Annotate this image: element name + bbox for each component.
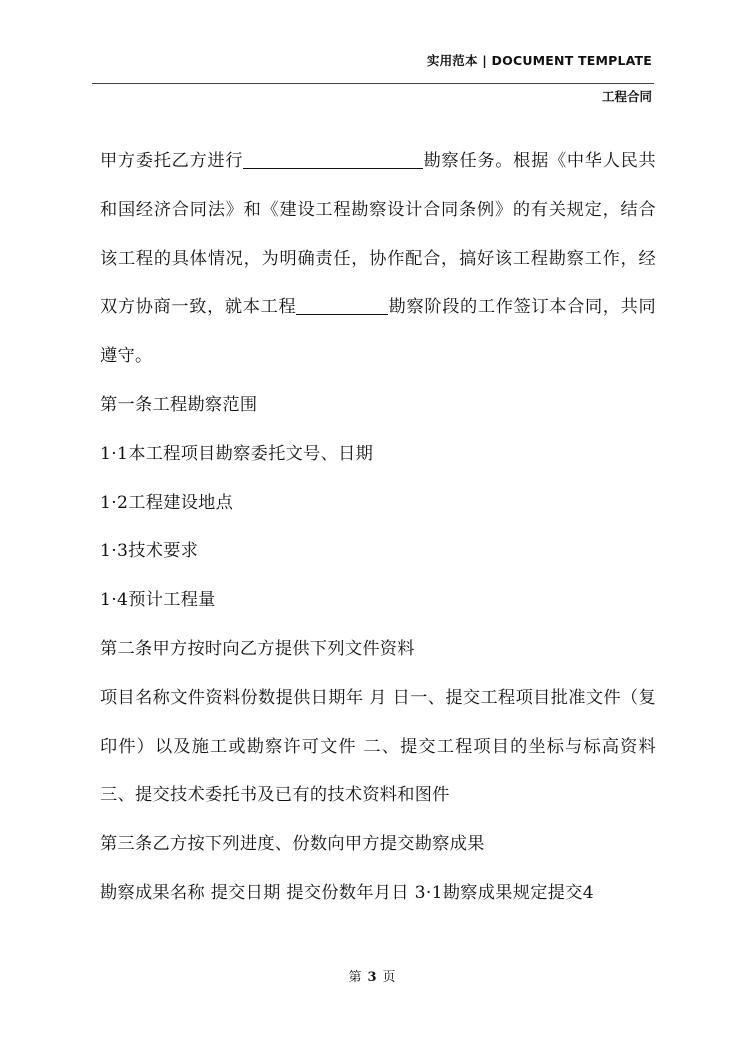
page-number-value: 3 bbox=[367, 970, 377, 985]
article-3-heading: 第三条乙方按下列进度、份数向甲方提交勘察成果 bbox=[100, 834, 485, 855]
clause-1-3: 1·3技术要求 bbox=[100, 541, 199, 562]
intro-paragraph bbox=[100, 137, 656, 381]
intro-text-a: 甲方委托乙方进行 bbox=[100, 151, 244, 171]
article-3-content: 勘察成果名称 提交日期 提交份数年月日 3·1勘察成果规定提交4 bbox=[100, 882, 594, 903]
article-1-heading: 第一条工程勘察范围 bbox=[100, 394, 258, 415]
document-body bbox=[100, 137, 656, 918]
clause-1-2: 1·2工程建设地点 bbox=[100, 492, 234, 513]
article-2-heading: 第二条甲方按时向乙方提供下列文件资料 bbox=[100, 638, 415, 659]
intro-text-b: 勘察任务。根据《中华人民共和国经济合同法》和《建设工程勘察设计合同条例》的有关规定，结合该工程的具体情况，为明确责任，协作配合，搞好该工程勘察工作，经双方协商一致，就本工程 bbox=[100, 151, 656, 318]
page-suffix: 页 bbox=[382, 970, 396, 985]
document-brand: 实用范本 | DOCUMENT TEMPLATE bbox=[426, 53, 652, 68]
clause-1-1: 1·1本工程项目勘察委托文号、日期 bbox=[100, 443, 374, 464]
intro-text-c: 勘察阶段的工作签订本合同，共同遵守。 bbox=[100, 297, 656, 367]
clause-1-4: 1·4预计工程量 bbox=[100, 590, 216, 611]
page-prefix: 第 bbox=[348, 970, 362, 985]
survey-stage-blank bbox=[296, 297, 388, 315]
project-name-blank bbox=[243, 151, 423, 169]
header-divider bbox=[92, 83, 654, 84]
document-category: 工程合同 bbox=[601, 89, 652, 104]
article-2-content: 项目名称文件资料份数提供日期年 月 日一、提交工程项目批准文件（复印件）以及施工或勘察许可文件 二、提交工程项目的坐标与标高资料 三、提交技术委托书及已有的技术资料和图件 bbox=[100, 687, 656, 806]
page-number bbox=[0, 966, 744, 985]
